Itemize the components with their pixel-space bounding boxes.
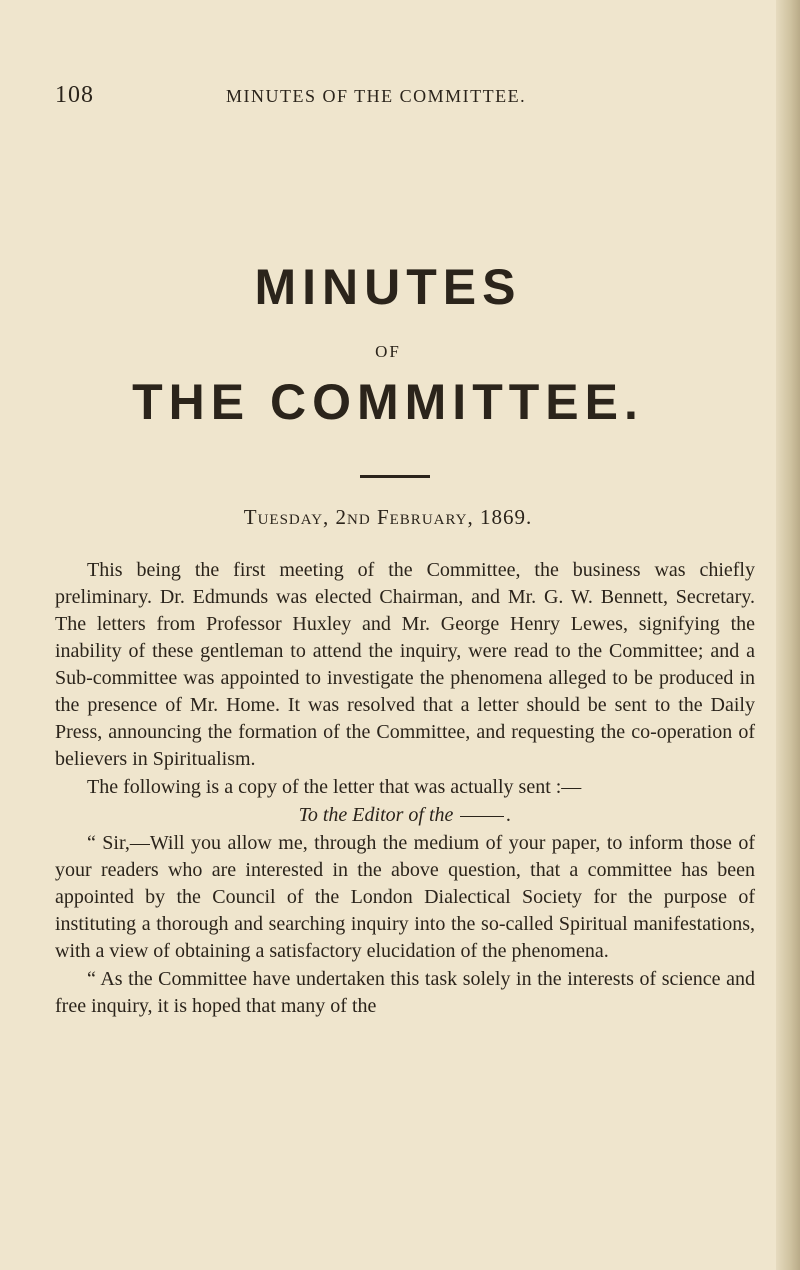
addressee-text: To the Editor of the [298, 804, 454, 826]
dateline-year: 1869. [480, 505, 533, 529]
addressee-blank-dash [460, 816, 504, 817]
paragraph-letter-continued: “ As the Committee have undertaken this task solely in the interests of science and free inquiry, it is hoped that many of the [55, 968, 755, 1017]
letter-addressee [55, 802, 755, 829]
body-text [55, 557, 755, 1020]
title-the-committee: THE COMMITTEE. [132, 374, 644, 430]
page-header [0, 82, 776, 112]
running-head: MINUTES OF THE COMMITTEE. [226, 86, 527, 106]
dateline-date: 2nd February, [335, 505, 474, 529]
paragraph-first-meeting: This being the first meeting of the Committee, the business was chiefly preliminary. Dr. Edmunds was elected Chairman, and Mr. G. W. Bennett, Secretary. The letters from Professor Huxley and Mr. George Henry Lewes, signifying the inability of these gentleman to attend the inquiry, were read to the Committee; and a Sub-committee was appointed to investigate the phenomena alleged to be produced in the presence of Mr. Home. It was resolved that a letter should be sent to the Daily Press, announcing the formation of the Committee, and requesting the co-operation of believers in Spiritualism. [55, 559, 755, 770]
paragraph-letter-body: “ Sir,—Will you allow me, through the medium of your paper, to inform those of your readers who are interested in the above question, that a committee has been appointed by the Council of the London Dialectical Society for the purpose of instituting a thorough and searching inquiry into the so-called Spiritual manifestations, with a view of obtaining a satisfactory elucidation of the phenomena. [55, 832, 755, 962]
dateline [0, 505, 776, 530]
title-of: OF [375, 342, 401, 361]
page-edge-shadow [776, 0, 800, 1270]
title-rule [360, 475, 430, 478]
title-minutes: MINUTES [254, 259, 522, 315]
dateline-day: Tuesday, [243, 505, 330, 529]
addressee-end: . [506, 804, 512, 826]
paragraph-letter-intro: The following is a copy of the letter that was actually sent :— [87, 776, 582, 798]
page-number: 108 [55, 82, 94, 108]
